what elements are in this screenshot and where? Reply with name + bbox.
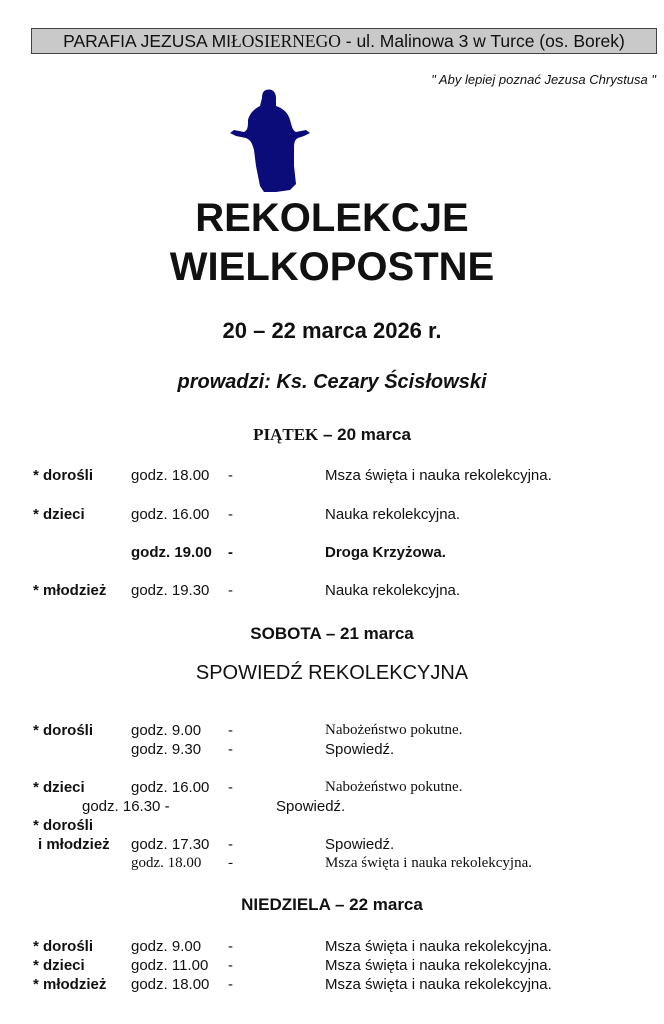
description: Msza święta i nauka rekolekcyjna. [325,855,533,871]
description: Spowiedź. [325,836,395,853]
time: godz. 11.00 [131,957,209,974]
schedule-row [0,741,664,761]
description: Spowiedź. [325,741,395,758]
confession-heading: SPOWIEDŹ REKOLEKCYJNA [195,662,469,684]
dash: - [228,976,233,993]
schedule-row [0,544,664,564]
schedule-row [0,779,664,799]
schedule-row [0,467,664,487]
description: Msza święta i nauka rekolekcyjna. [325,976,552,993]
sunday-heading: NIEDZIELA – 22 marca [241,895,423,914]
group-label: i młodzież [38,836,110,853]
schedule-row [0,836,664,856]
time: godz. 19.00 [131,544,212,561]
dash: - [228,957,233,974]
schedule-row [0,976,664,996]
schedule-row [0,722,664,742]
description: Msza święta i nauka rekolekcyjna. [325,467,552,484]
dash: - [228,741,233,758]
dash: - [228,544,233,561]
friday-date: – 20 marca [318,425,411,444]
description: Msza święta i nauka rekolekcyjna. [325,938,552,955]
silhouette-shape [230,89,310,192]
description: Nauka rekolekcyjna. [325,506,461,523]
time: godz. 19.30 [131,582,210,599]
time: godz. 9.00 [131,938,202,955]
jesus-silhouette-icon [226,86,316,194]
time: godz. 16.30 - [82,798,170,815]
parish-name-b: ŁOSIERNEGO [231,31,341,51]
description: Msza święta i nauka rekolekcyjna. [325,957,552,974]
schedule-row [0,938,664,958]
group-label: * młodzież [33,582,107,599]
time: godz. 9.00 [131,722,202,739]
time: godz. 17.30 [131,836,210,853]
title-line-2: WIELKOPOSTNE [169,245,495,289]
dash: - [228,467,233,484]
title-line-1: REKOLEKCJE [195,196,469,240]
friday-day: PIĄTEK [253,425,319,444]
group-label: * dorośli [33,938,94,955]
schedule-row [0,798,664,818]
motto: " Aby lepiej poznać Jezusa Chrystusa " [431,72,656,87]
time: godz. 18.00 [131,976,210,993]
description: Spowiedź. [276,798,346,815]
saturday-heading: SOBOTA – 21 marca [250,624,414,643]
group-label: * dzieci [33,506,85,523]
group-label: * młodzież [33,976,107,993]
retreat-dates: 20 – 22 marca 2026 r. [222,318,442,343]
group-label: * dzieci [33,957,85,974]
time: godz. 9.30 [131,741,202,758]
time: godz. 16.00 [131,779,210,796]
dash: - [228,506,233,523]
retreat-leader: prowadzi: Ks. Cezary Ścisłowski [177,371,487,393]
parish-header [31,28,657,54]
parish-address: - ul. Malinowa 3 w Turce (os. Borek) [340,31,625,51]
group-label: * dzieci [33,779,85,796]
description: Nauka rekolekcyjna. [325,582,461,599]
time: godz. 16.00 [131,506,210,523]
description: Droga Krzyżowa. [325,544,446,561]
dash: - [228,582,233,599]
time: godz. 18.00 [131,855,202,871]
schedule-row [0,957,664,977]
friday-heading [0,425,664,445]
dash: - [228,855,233,871]
dash: - [228,722,233,739]
schedule-row [0,506,664,526]
time: godz. 18.00 [131,467,210,484]
parish-name-a: PARAFIA JEZUSA MI [63,31,232,51]
group-label: * dorośli [33,817,94,834]
dash: - [228,779,233,796]
group-label: * dorośli [33,467,94,484]
schedule-row [0,817,664,837]
dash: - [228,938,233,955]
schedule-row [0,582,664,602]
schedule-row [0,855,664,875]
group-label: * dorośli [33,722,94,739]
description: Nabożeństwo pokutne. [325,722,463,738]
description: Nabożeństwo pokutne. [325,779,463,795]
dash: - [228,836,233,853]
